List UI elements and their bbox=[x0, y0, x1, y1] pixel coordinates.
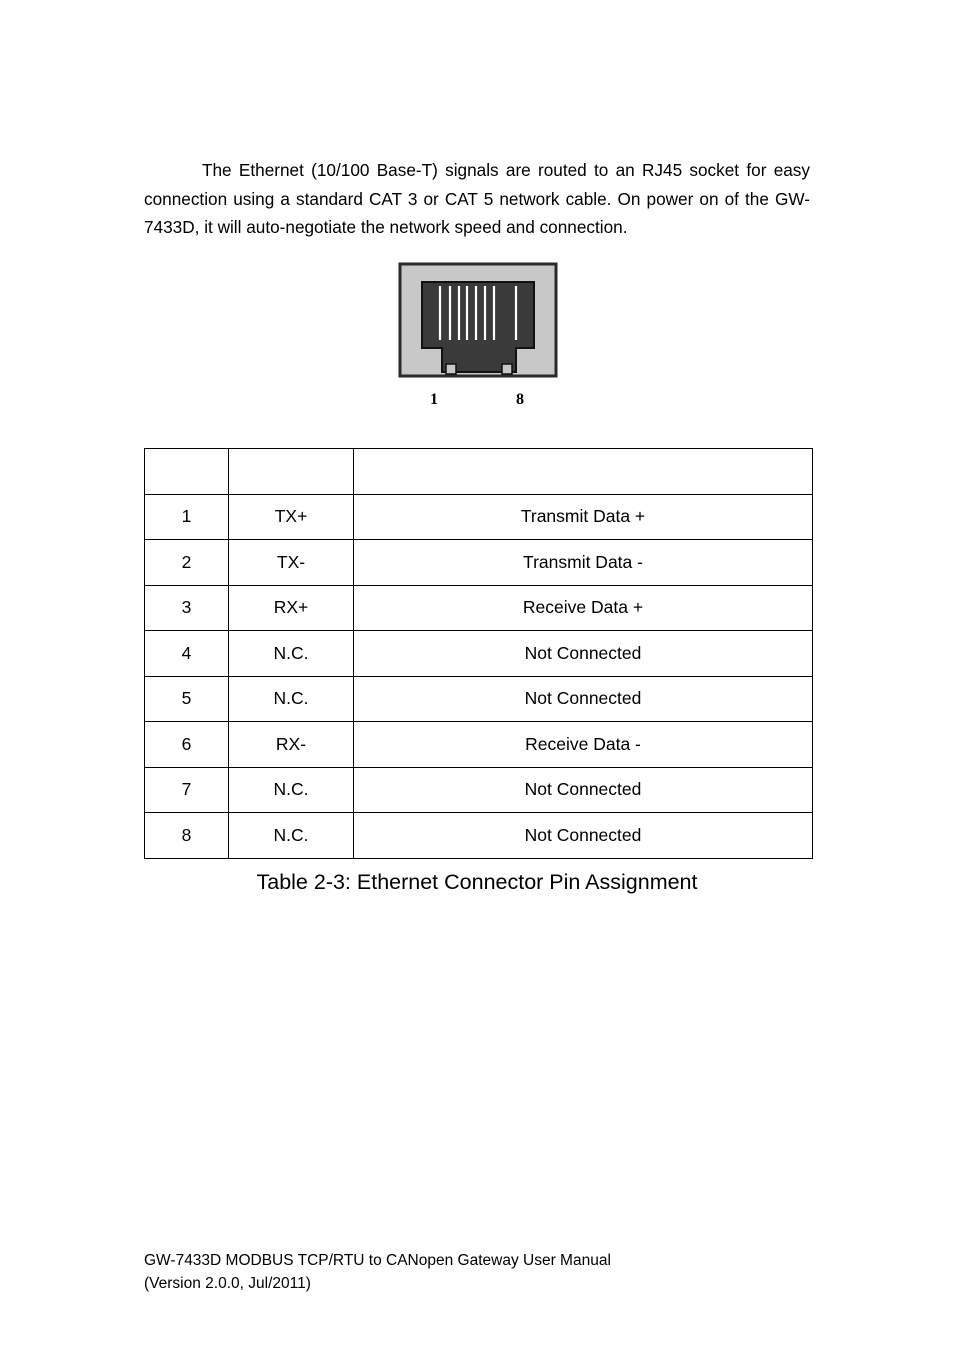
pin-number: 7 bbox=[145, 767, 229, 813]
pin-number: 2 bbox=[145, 540, 229, 586]
body-paragraph-text: The Ethernet (10/100 Base-T) signals are routed to an RJ45 socket for easy connection using a standard CAT 3 or CAT 5 network cable. On power on of the GW-7433D, it will auto-negotiate the network speed and connection. bbox=[144, 160, 810, 238]
footer-version: (Version 2.0.0, Jul/2011) bbox=[144, 1274, 311, 1292]
table-row bbox=[145, 813, 813, 859]
table-row bbox=[145, 494, 813, 540]
pin-name: TX+ bbox=[229, 494, 354, 540]
pin-number: 3 bbox=[145, 585, 229, 631]
pin-number: 5 bbox=[145, 676, 229, 722]
table-row bbox=[145, 722, 813, 768]
rj45-latch-notch-left bbox=[446, 364, 456, 374]
footer-manual-title: GW-7433D MODBUS TCP/RTU to CANopen Gateway User Manual bbox=[144, 1252, 611, 1269]
table-row bbox=[145, 676, 813, 722]
rj45-socket-figure bbox=[398, 262, 560, 412]
header-cell bbox=[229, 449, 354, 495]
pin-description: Not Connected bbox=[354, 813, 813, 859]
pin-assignment-table bbox=[144, 448, 813, 859]
table-row bbox=[145, 585, 813, 631]
table-row bbox=[145, 767, 813, 813]
table-header-row bbox=[145, 449, 813, 495]
pin-number: 8 bbox=[145, 813, 229, 859]
pin-name: RX- bbox=[229, 722, 354, 768]
header-cell bbox=[145, 449, 229, 495]
pin-description: Not Connected bbox=[354, 631, 813, 677]
table-row bbox=[145, 540, 813, 586]
pin-description: Not Connected bbox=[354, 767, 813, 813]
table-caption: Table 2-3: Ethernet Connector Pin Assignment bbox=[256, 870, 698, 894]
table-row bbox=[145, 631, 813, 677]
pin-name: N.C. bbox=[229, 767, 354, 813]
pin-description: Not Connected bbox=[354, 676, 813, 722]
pin-label-8: 8 bbox=[516, 391, 524, 408]
pin-label-1: 1 bbox=[430, 391, 438, 408]
pin-name: N.C. bbox=[229, 631, 354, 677]
pin-name: RX+ bbox=[229, 585, 354, 631]
rj45-latch-notch-right bbox=[502, 364, 512, 374]
pin-description: Receive Data - bbox=[354, 722, 813, 768]
pin-description: Transmit Data + bbox=[354, 494, 813, 540]
pin-description: Receive Data + bbox=[354, 585, 813, 631]
pin-number: 4 bbox=[145, 631, 229, 677]
pin-number: 6 bbox=[145, 722, 229, 768]
pin-description: Transmit Data - bbox=[354, 540, 813, 586]
pin-name: N.C. bbox=[229, 676, 354, 722]
pin-number: 1 bbox=[145, 494, 229, 540]
header-cell bbox=[354, 449, 813, 495]
pin-name: N.C. bbox=[229, 813, 354, 859]
pin-name: TX- bbox=[229, 540, 354, 586]
page-footer bbox=[144, 1250, 611, 1295]
body-paragraph bbox=[144, 156, 810, 242]
